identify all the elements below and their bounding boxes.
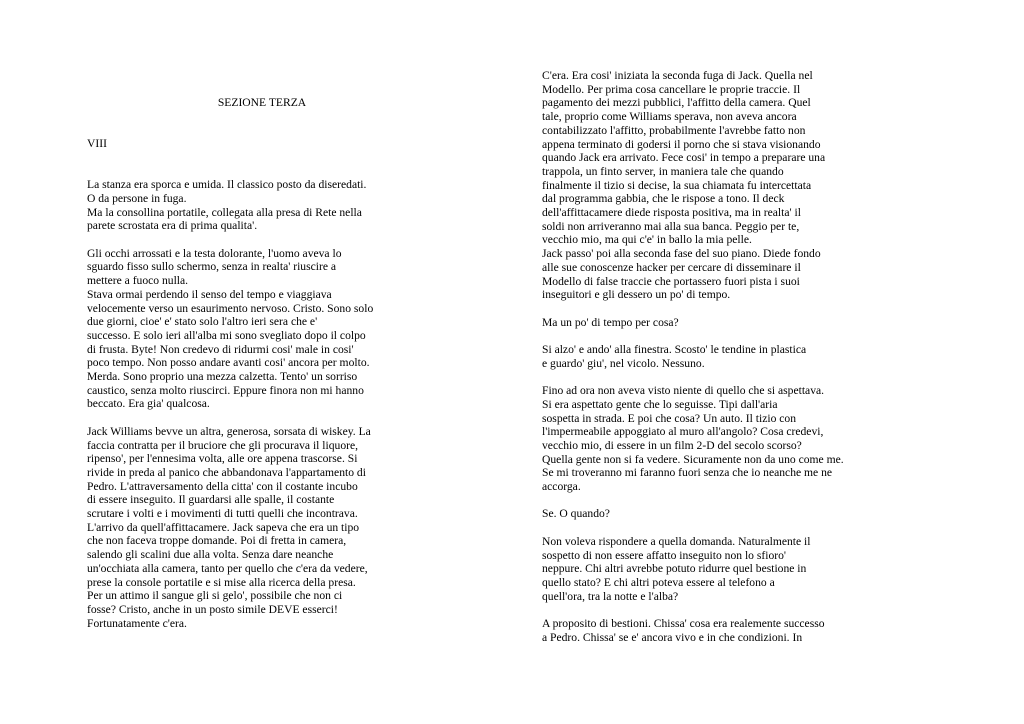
spacer bbox=[87, 233, 397, 247]
text-line: L'arrivo da quell'affittacamere. Jack sapeva che era un tipo bbox=[87, 520, 360, 534]
text-line: prese la console portatile e si mise alla ricerca della presa. bbox=[87, 575, 356, 589]
text-line: contabilizzato l'affitto, probabilmente l'avrebbe fatto non bbox=[542, 123, 806, 137]
text-line: e guardo' giu', nel vicolo. Nessuno. bbox=[542, 356, 705, 370]
text-line: Fortunatamente c'era. bbox=[87, 616, 187, 630]
paragraph bbox=[542, 384, 862, 494]
text-line: che non faceva troppe domande. Poi di fretta in camera, bbox=[87, 534, 347, 548]
text-line: velocemente verso un esaurimento nervoso. Cristo. Sono solo bbox=[87, 301, 374, 315]
text-line: finalmente il tizio si decise, la sua chiamata fu intercettata bbox=[542, 178, 812, 192]
paragraph bbox=[542, 69, 862, 302]
text-line: alle sue conoscenze hacker per cercare di disseminare il bbox=[542, 260, 801, 274]
text-line: Ma la consollina portatile, collegata alla presa di Rete nella bbox=[87, 205, 362, 219]
text-line: Quella gente non si fa vedere. Sicuramente non da uno come me. bbox=[542, 452, 844, 466]
text-line: sospetta in strada. E poi che cosa? Un auto. Il tizio con bbox=[542, 411, 797, 425]
spacer bbox=[542, 603, 862, 617]
text-line: quell'ora, tra la notte e l'alba? bbox=[542, 589, 679, 603]
text-line: un'occhiata alla camera, tanto per quello che c'era da vedere, bbox=[87, 561, 368, 575]
text-line: successo. E solo ieri all'alba mi sono svegliato dopo il colpo bbox=[87, 328, 366, 342]
left-text-column bbox=[87, 96, 397, 630]
text-line: dal programma gabbia, che le rispose a tono. Il deck bbox=[542, 192, 785, 206]
text-line: mettere a fuoco nulla. bbox=[87, 274, 189, 288]
text-line: Si alzo' e ando' alla finestra. Scosto' le tendine in plastica bbox=[542, 343, 807, 357]
right-page bbox=[512, 0, 1024, 724]
paragraph bbox=[542, 535, 862, 604]
text-line: trappola, un finto server, in maniera tale che quando bbox=[542, 164, 784, 178]
text-line: pagamento dei mezzi pubblici, l'affitto della camera. Quel bbox=[542, 96, 811, 110]
spacer bbox=[87, 110, 397, 137]
text-line: Ma un po' di tempo per cosa? bbox=[542, 315, 679, 329]
spacer bbox=[542, 370, 862, 384]
text-line: vecchio mio, ma qui c'e' in ballo la mia pelle. bbox=[542, 233, 752, 247]
section-title: SEZIONE TERZA bbox=[217, 96, 307, 109]
text-line: sguardo fisso sullo schermo, senza in realta' riuscire a bbox=[87, 260, 337, 274]
text-line: caustico, senza molto riuscirci. Eppure finora non mi hanno bbox=[87, 383, 364, 397]
text-line: vecchio mio, di essere in un film 2-D del secolo scorso? bbox=[542, 438, 802, 452]
text-line: C'era. Era cosi' iniziata la seconda fuga di Jack. Quella nel bbox=[542, 69, 813, 82]
text-line: salendo gli scalini due alla volta. Senza dare neanche bbox=[87, 548, 334, 562]
text-line: Per un attimo il sangue gli si gelo', possibile che non ci bbox=[87, 589, 343, 603]
text-line: A proposito di bestioni. Chissa' cosa era realemente successo bbox=[542, 617, 825, 631]
spacer bbox=[542, 521, 862, 535]
text-line: Pedro. L'attraversamento della citta' con il costante incubo bbox=[87, 479, 358, 493]
text-line: di essere inseguito. Il guardarsi alle spalle, il costante bbox=[87, 493, 335, 507]
spacer bbox=[87, 151, 397, 178]
text-line: appena terminato di godersi il porno che si stava visionando bbox=[542, 137, 821, 151]
text-line: scrutare i volti e i movimenti di tutti quelli che incontrava. bbox=[87, 507, 358, 521]
text-line: Non voleva rispondere a quella domanda. Naturalmente il bbox=[542, 534, 811, 548]
text-line: Se. O quando? bbox=[542, 507, 610, 521]
text-line: di frusta. Byte! Non credevo di ridurmi cosi' male in cosi' bbox=[87, 342, 354, 356]
text-line: poco tempo. Non posso andare avanti cosi' ancora per molto. bbox=[87, 356, 370, 370]
text-line: fosse? Cristo, anche in un posto simile DEVE esserci! bbox=[87, 602, 338, 616]
text-line: Modello di false traccie che portassero fuori pista i suoi bbox=[542, 274, 800, 288]
spacer bbox=[542, 329, 862, 343]
text-line: La stanza era sporca e umida. Il classico posto da diseredati. bbox=[87, 178, 367, 192]
paragraph bbox=[542, 507, 862, 521]
chapter-number: VIII bbox=[87, 137, 107, 151]
paragraph bbox=[87, 247, 397, 411]
text-line: Gli occhi arrossati e la testa dolorante, l'uomo aveva lo bbox=[87, 246, 342, 260]
text-line: due giorni, cioe' e' stato solo l'altro ieri sera che e' bbox=[87, 315, 318, 329]
text-line: Jack Williams bevve un altra, generosa, sorsata di wiskey. La bbox=[87, 424, 371, 438]
text-line: soldi non arriveranno mai alla sua banca. Peggio per te, bbox=[542, 219, 800, 233]
text-line: a Pedro. Chissa' se e' ancora vivo e in che condizioni. In bbox=[542, 630, 803, 644]
text-line: dell'affittacamere diede risposta positiva, ma in realta' il bbox=[542, 206, 801, 220]
text-line: O da persone in fuga. bbox=[87, 191, 187, 205]
text-line: tale, proprio come Williams sperava, non aveva ancora bbox=[542, 110, 797, 124]
text-line: Merda. Sono proprio una mezza calzetta. Tento' un sorriso bbox=[87, 370, 358, 384]
text-line: Modello. Per prima cosa cancellare le proprie traccie. Il bbox=[542, 82, 801, 96]
text-line: quello stato? E chi altri poteva essere al telefono a bbox=[542, 575, 775, 589]
paragraph bbox=[87, 425, 397, 631]
text-line: quando Jack era arrivato. Fece cosi' in tempo a preparare una bbox=[542, 151, 826, 165]
text-line: Jack passo' poi alla seconda fase del suo piano. Diede fondo bbox=[542, 247, 821, 261]
text-line: Stava ormai perdendo il senso del tempo e viaggiava bbox=[87, 287, 332, 301]
text-line: rivide in preda al panico che abbandonava l'appartamento di bbox=[87, 465, 366, 479]
text-line: accorga. bbox=[542, 480, 581, 494]
spacer bbox=[87, 411, 397, 425]
text-line: inseguitori e gli dessero un po' di tempo. bbox=[542, 288, 731, 302]
text-line: neppure. Chi altri avrebbe potuto ridurre quel bestione in bbox=[542, 562, 807, 576]
right-text-column bbox=[542, 69, 862, 644]
text-line: ripenso', per l'ennesima volta, alle ore appena trascorse. Si bbox=[87, 452, 358, 466]
text-line: parete scrostata era di prima qualita'. bbox=[87, 219, 258, 233]
spacer bbox=[542, 302, 862, 316]
text-line: l'impermeabile appoggiato al muro all'angolo? Cosa credevi, bbox=[542, 425, 824, 439]
text-line: Fino ad ora non aveva visto niente di quello che si aspettava. bbox=[542, 384, 825, 398]
paragraph bbox=[542, 343, 862, 370]
paragraph bbox=[87, 178, 397, 233]
text-line: Se mi troveranno mi faranno fuori senza che io neanche me ne bbox=[542, 466, 833, 480]
text-line: beccato. Era gia' qualcosa. bbox=[87, 397, 210, 411]
text-line: sospetto di non essere affatto inseguito non lo sfioro' bbox=[542, 548, 787, 562]
text-line: Si era aspettato gente che lo seguisse. Tipi dall'aria bbox=[542, 397, 778, 411]
paragraph bbox=[542, 316, 862, 330]
spacer bbox=[542, 494, 862, 508]
paragraph bbox=[542, 617, 862, 644]
text-line: faccia contratta per il bruciore che gli procurava il liquore, bbox=[87, 438, 359, 452]
